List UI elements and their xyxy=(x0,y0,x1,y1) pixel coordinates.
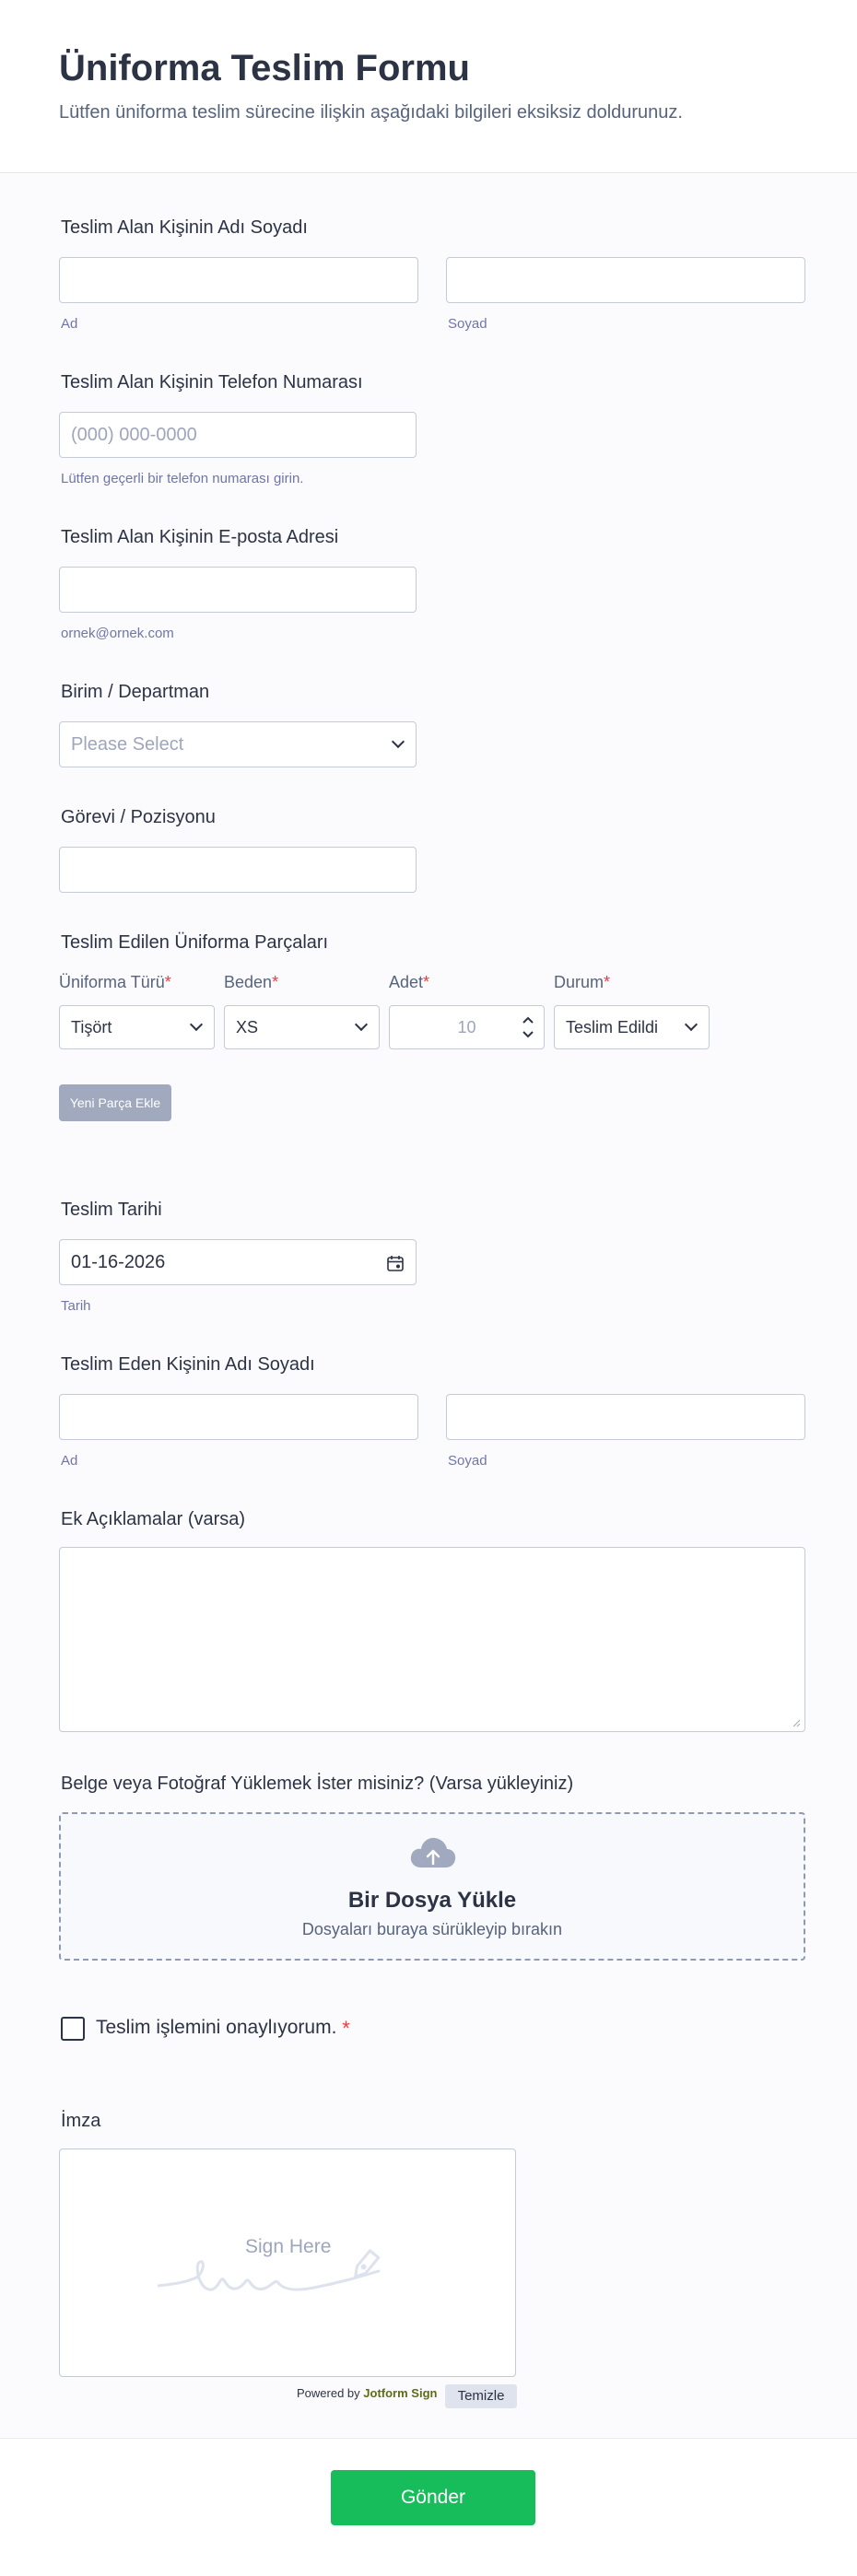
chevron-down-icon xyxy=(190,1018,203,1031)
department-placeholder: Please Select xyxy=(71,734,184,755)
col-uniform-type: Üniforma Türü* xyxy=(59,973,171,991)
confirm-label[interactable]: Teslim işlemini onaylıyorum. * xyxy=(96,2017,350,2040)
status-select[interactable] xyxy=(554,1005,710,1049)
notes-textarea[interactable] xyxy=(59,1547,805,1732)
jotform-sign-brand: Jotform Sign xyxy=(363,2386,438,2400)
powered-by-text: Powered by Jotform Sign xyxy=(297,2386,438,2400)
giver-first-name-input[interactable] xyxy=(59,1394,418,1440)
chevron-down-icon xyxy=(355,1018,368,1031)
receiver-last-name-sub: Soyad xyxy=(448,316,487,332)
department-label: Birim / Departman xyxy=(61,682,210,702)
quantity-stepper[interactable] xyxy=(389,1005,545,1049)
signature-pad[interactable] xyxy=(59,2149,516,2377)
form-body xyxy=(0,174,857,2437)
receiver-name-label: Teslim Alan Kişinin Adı Soyadı xyxy=(61,217,308,238)
form-footer xyxy=(0,2438,857,2576)
delivery-date-sub: Tarih xyxy=(61,1298,91,1314)
uniform-items-label: Teslim Edilen Üniforma Parçaları xyxy=(61,932,329,953)
delivery-date-label: Teslim Tarihi xyxy=(61,1200,162,1220)
giver-last-name-input[interactable] xyxy=(446,1394,805,1440)
giver-last-name-sub: Soyad xyxy=(448,1453,487,1469)
uniform-type-select[interactable] xyxy=(59,1005,215,1049)
giver-name-label: Teslim Eden Kişinin Adı Soyadı xyxy=(61,1354,315,1375)
form-subtitle: Lütfen üniforma teslim sürecine ilişkin aşağıdaki bilgileri eksiksiz doldurunuz. xyxy=(59,102,683,123)
receiver-email-sub: ornek@ornek.com xyxy=(61,626,174,641)
receiver-phone-sub: Lütfen geçerli bir telefon numarası girin. xyxy=(61,471,304,486)
position-input[interactable] xyxy=(59,847,417,893)
calendar-icon[interactable] xyxy=(386,1254,405,1272)
confirm-checkbox[interactable] xyxy=(61,2017,85,2041)
department-select[interactable] xyxy=(59,721,417,767)
add-item-button[interactable]: Yeni Parça Ekle xyxy=(59,1084,171,1121)
upload-title: Bir Dosya Yükle xyxy=(347,1888,517,1913)
file-upload-dropzone[interactable] xyxy=(59,1812,805,1961)
submit-button[interactable]: Gönder xyxy=(331,2470,535,2525)
cloud-upload-icon xyxy=(409,1836,457,1869)
uniform-type-value: Tişört xyxy=(71,1018,112,1036)
quantity-placeholder: 10 xyxy=(457,1018,476,1036)
clear-signature-button[interactable]: Temizle xyxy=(445,2384,517,2408)
giver-first-name-sub: Ad xyxy=(61,1453,78,1469)
col-size: Beden* xyxy=(224,973,279,991)
size-value: XS xyxy=(236,1018,259,1036)
position-label: Görevi / Pozisyonu xyxy=(61,807,216,827)
col-quantity: Adet* xyxy=(389,973,430,991)
receiver-email-label: Teslim Alan Kişinin E-posta Adresi xyxy=(61,527,339,547)
col-status: Durum* xyxy=(554,973,611,991)
receiver-phone-label: Teslim Alan Kişinin Telefon Numarası xyxy=(61,372,363,392)
size-select[interactable] xyxy=(224,1005,380,1049)
receiver-email-input[interactable] xyxy=(59,567,417,613)
stepper-arrows-icon[interactable] xyxy=(522,1013,534,1041)
upload-label: Belge veya Fotoğraf Yüklemek İster misiniz? (Varsa yükleyiniz) xyxy=(61,1774,574,1794)
receiver-phone-input[interactable] xyxy=(59,412,417,458)
receiver-phone-placeholder: (000) 000-0000 xyxy=(71,425,197,445)
notes-label: Ek Açıklamalar (varsa) xyxy=(61,1509,246,1529)
status-value: Teslim Edildi xyxy=(566,1018,659,1036)
resize-handle-icon[interactable] xyxy=(792,1718,801,1727)
form-header xyxy=(0,0,857,173)
delivery-date-input[interactable] xyxy=(59,1239,417,1285)
signature-label: İmza xyxy=(61,2111,101,2131)
signature-placeholder: Sign Here xyxy=(245,2236,332,2257)
chevron-down-icon xyxy=(392,735,405,748)
receiver-first-name-sub: Ad xyxy=(61,316,78,332)
chevron-down-icon xyxy=(685,1018,698,1031)
form-title: Üniforma Teslim Formu xyxy=(59,48,470,88)
receiver-first-name-input[interactable] xyxy=(59,257,418,303)
receiver-last-name-input[interactable] xyxy=(446,257,805,303)
delivery-date-value: 01-16-2026 xyxy=(71,1252,166,1272)
upload-subtitle: Dosyaları buraya sürükleyip bırakın xyxy=(301,1920,563,1938)
